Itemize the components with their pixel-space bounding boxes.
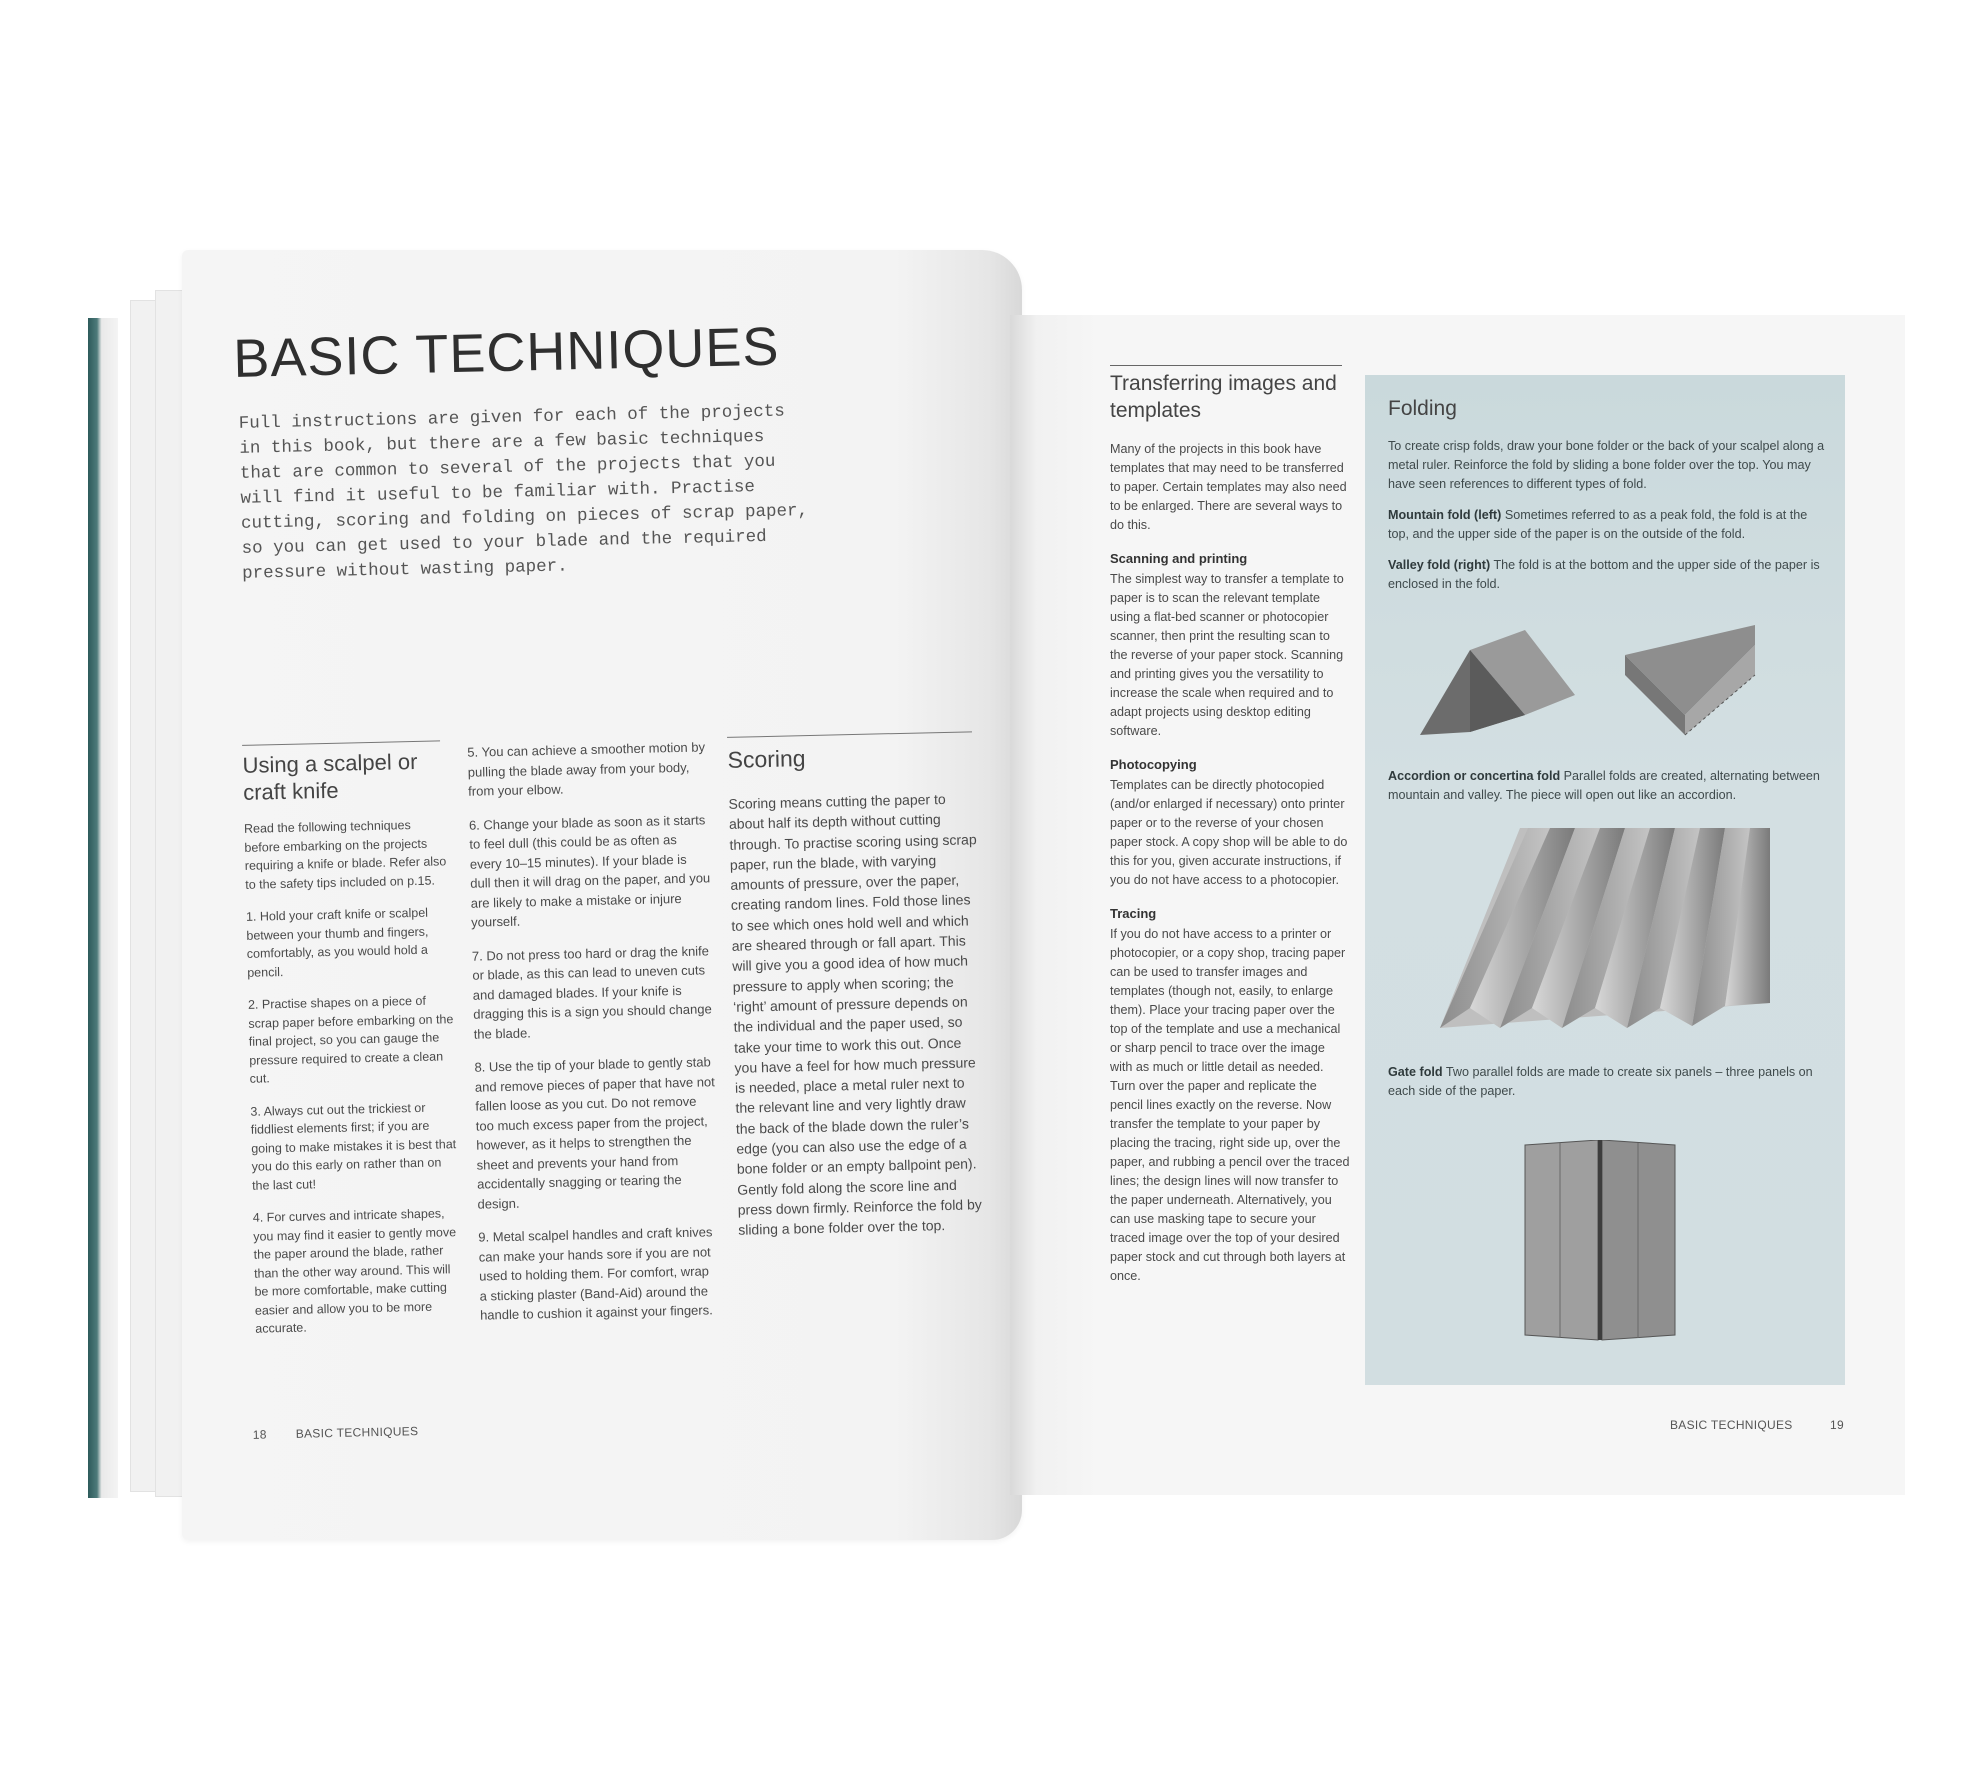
folding-heading: Folding	[1388, 397, 1457, 420]
left-page-content	[232, 283, 1029, 1480]
valley-fold-text	[1388, 556, 1828, 594]
column-rule	[727, 731, 972, 738]
paragraph: 9. Metal scalpel handles and craft knives can make your hands sore if you are not used to holding them. For comfort, wrap a sticking plaster (Band-Aid) around the handle to cushion it against your fingers.	[478, 1224, 713, 1323]
section-title: Scanning and printing	[1110, 551, 1248, 566]
paragraph: The simplest way to transfer a template to paper is to scan the relevant template using a flat-bed scanner or photocopier scanner, then print the resulting scan to the reverse of your paper stock. Scanning and printing gives you the versatility to increase the scale when required and to adapt projects using desktop editing software.	[1110, 572, 1344, 738]
valley-fold-illustration	[1625, 625, 1755, 735]
mountain-fold-label: Mountain fold (left)	[1388, 508, 1502, 522]
section-photocopying	[1110, 755, 1350, 890]
scoring-text: Scoring means cutting the paper to about half its depth without cutting through. To practise scoring using scrap paper, run the blade, with varying amounts of pressure, over the paper, creating random lines. Fold those lines to see which ones hold well and which are sheared through or fall apart. This will give you a good idea of how much pressure to apply when scoring; the ‘right’ amount of pressure depends on the individual and the paper used, so take your time to work this out. Once you have a feel for how much pressure is needed, place a metal ruler next to the relevant line and very lightly draw the back of the blade down the ruler’s edge (you can also use the edge of a bone folder or an empty ballpoint pen). Gently fold along the score line and press down firmly. Reinforce the fold by sliding a bone folder over the top.	[728, 790, 982, 1238]
mountain-valley-illustration	[1410, 620, 1820, 740]
paragraph: 7. Do not press too hard or drag the knife or blade, as this can lead to uneven cuts and damaged blades. If your knife is dragging this is a sign you should change the blade.	[471, 942, 712, 1042]
mountain-fold-desc: Sometimes referred to as a peak fold, the fold is at the top, and the upper side of the paper is on the outside of the fold.	[1388, 508, 1808, 541]
mountain-fold-illustration	[1420, 630, 1575, 735]
paragraph: 8. Use the tip of your blade to gently stab and remove pieces of paper that have not fallen loose as you cut. Do not remove too much excess paper from the project, however, as it helps to strengthen the sheet and prevents your hand from accidentally snagging or tearing the design.	[474, 1054, 715, 1212]
scalpel-heading: Using a scalpel or craft knife	[242, 748, 418, 805]
gate-fold-label: Gate fold	[1388, 1065, 1443, 1079]
column-rule	[242, 740, 440, 745]
scalpel-continued-column	[467, 737, 720, 1339]
paragraph: If you do not have access to a printer or photocopier, or a copy shop, tracing paper can be used to transfer images and templates (though not, easily, to enlarge them). Place your tracing paper over the top of the template and use a mechanical or sharp pencil to trace over the image with as much or little detail as needed. Turn over the paper and replicate the pencil lines exactly on the reverse. Now transfer the template to your paper by placing the tracing, right side up, over the paper, and rubbing a pencil over the traced lines; the design lines will now transfer to the paper underneath. Alternatively, you can use masking tape to secure your traced image over the top of your desired paper stock and cut through both layers at once.	[1110, 927, 1350, 1283]
accordion-fold-desc: Parallel folds are created, alternating between mountain and valley. The piece will open out like an accordion.	[1388, 769, 1820, 802]
accordion-fold-label: Accordion or concertina fold	[1388, 769, 1561, 783]
paragraph: 6. Change your blade as soon as it starts to feel dull (this could be as often as every 10–15 minutes). If your blade is dull then it will drag on the paper, and you are likely to make a mistake or injure yourself.	[468, 811, 711, 930]
section-scanning	[1110, 549, 1350, 741]
paragraph: To create crisp folds, draw your bone folder or the back of your scalpel along a metal ruler. Reinforce the fold by sliding a bone folder over the top. You may have seen references to different types of fold.	[1388, 439, 1825, 491]
gate-fold-illustration	[1520, 1140, 1680, 1345]
gate-fold-text	[1388, 1063, 1828, 1101]
section-tracing	[1110, 904, 1350, 1286]
section-title: Photocopying	[1110, 757, 1197, 772]
valley-fold-label: Valley fold (right)	[1388, 558, 1491, 572]
paragraph: 5. You can achieve a smoother motion by pulling the blade away from your body, from your elbow.	[467, 739, 706, 799]
scalpel-column	[244, 815, 461, 1352]
paragraph: 1. Hold your craft knife or scalpel between your thumb and fingers, comfortably, as you would hold a pencil.	[245, 905, 429, 980]
running-head: BASIC TECHNIQUES	[1670, 1418, 1793, 1432]
gate-fold-desc: Two parallel folds are made to create six panels – three panels on each side of the paper.	[1388, 1065, 1813, 1098]
mountain-fold-text	[1388, 506, 1828, 544]
page-title: BASIC TECHNIQUES	[232, 316, 781, 389]
running-head: BASIC TECHNIQUES	[295, 1424, 419, 1441]
paragraph: 2. Practise shapes on a piece of scrap paper before embarking on the final project, so you can gauge the pressure required to create a clean cut.	[247, 993, 454, 1086]
column-rule	[1110, 365, 1342, 366]
paragraph: Many of the projects in this book have templates that may need to be transferred to paper. Certain templates may also need to be enlarged. There are several ways to do this.	[1110, 442, 1347, 532]
scoring-heading: Scoring	[727, 745, 806, 773]
page-number: 18	[252, 1427, 267, 1442]
paragraph: Templates can be directly photocopied (and/or enlarged if necessary) onto printer paper or to the reverse of your chosen paper stock. A copy shop will be able to do this for you, given accurate instructions, if you do not have access to a photocopier.	[1110, 778, 1348, 887]
book-spine-edge	[88, 318, 118, 1498]
transfer-heading: Transferring images and templates	[1110, 372, 1337, 422]
paragraph: 4. For curves and intricate shapes, you may find it easier to gently move the paper around the blade, rather than the other way around. This will be more comfortable, make cutting easier and allow you to be more accurate.	[252, 1206, 457, 1336]
intro-paragraph: Full instructions are given for each of the projects in this book, but there are a few basic techniques that are common to several of the projects that you will find it useful to be familiar with. Practise cutting, scoring and folding on pieces of scrap paper, so you can get used to your blade and the required pressure without wasting paper.	[238, 401, 809, 584]
paragraph: 3. Always cut out the trickiest or fiddliest elements first; if you are going to make mistakes it is best that you do this early on rather than on the last cut!	[250, 1100, 457, 1193]
transfer-column	[1110, 440, 1350, 1300]
paragraph: Read the following techniques before embarking on the projects requiring a knife or blade. Refer also to the safety tips included on p.15.	[243, 818, 447, 892]
folding-intro	[1388, 437, 1828, 606]
valley-fold-desc: The fold is at the bottom and the upper side of the paper is enclosed in the fold.	[1388, 558, 1820, 591]
accordion-fold-illustration	[1440, 828, 1770, 1038]
accordion-text	[1388, 767, 1828, 805]
section-title: Tracing	[1110, 906, 1157, 921]
page-number: 19	[1830, 1418, 1844, 1432]
